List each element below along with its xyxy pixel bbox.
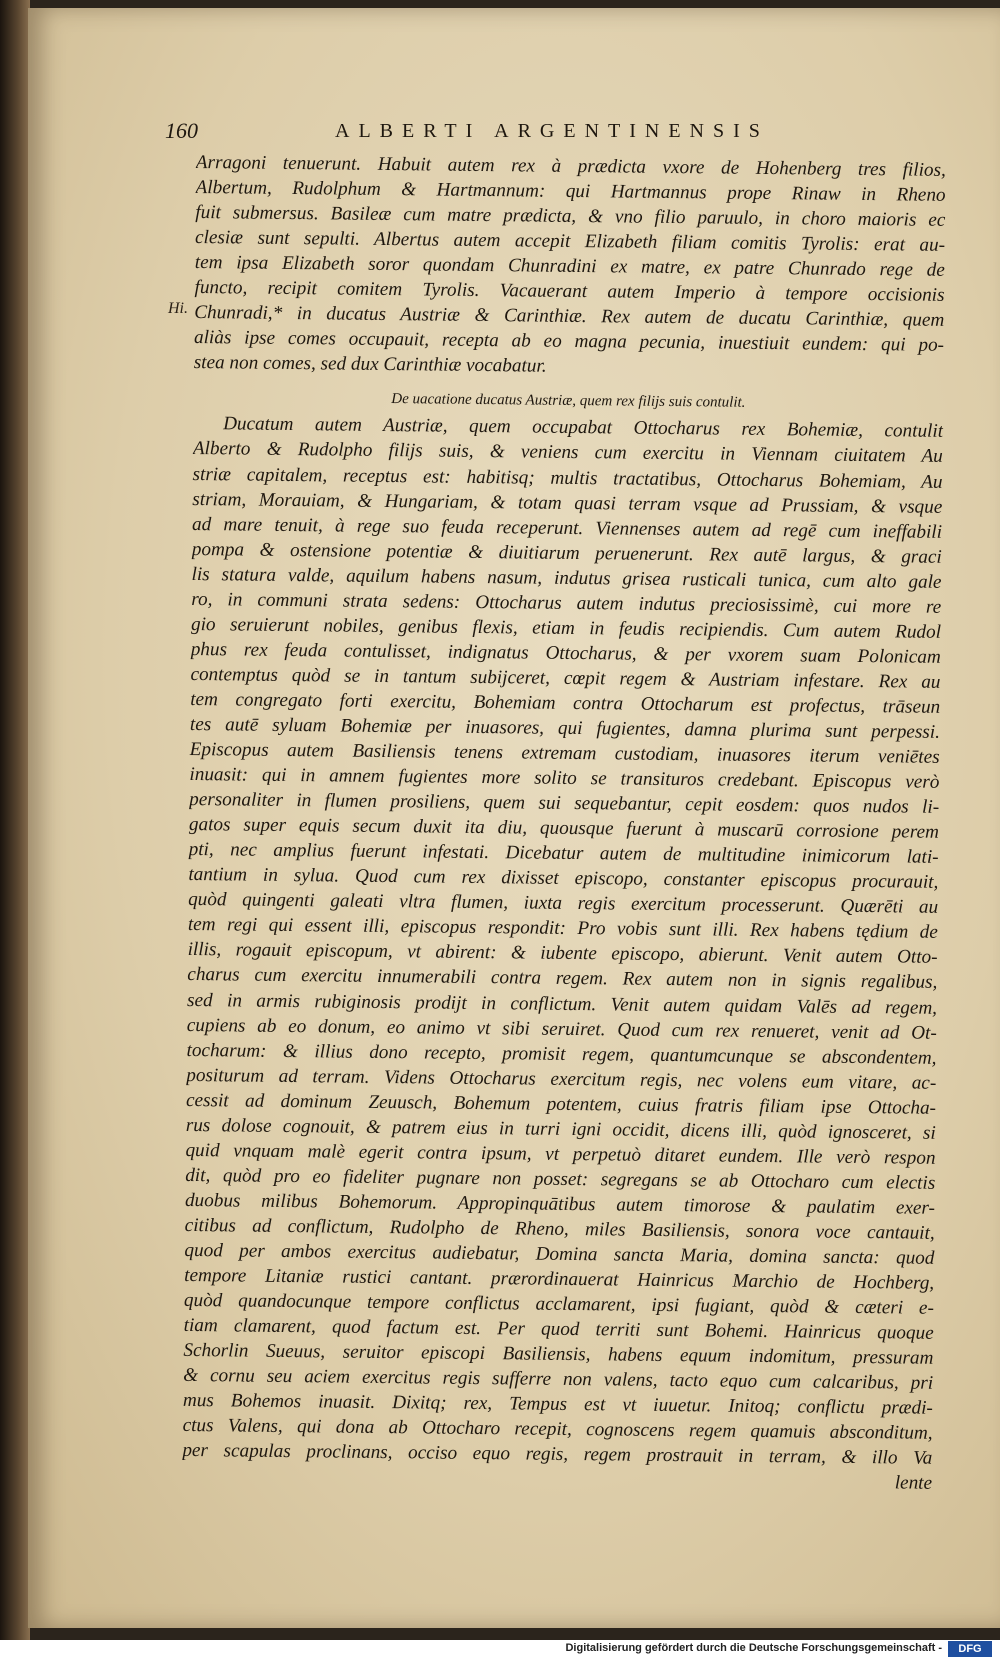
- text-line: aliàs ipse comes occupauit, recepta ab eo magna pecunia, inuestiuit eundem: qui po-: [193, 327, 945, 357]
- text-line: positurum ad terram. Videns Ottocharus exercitum regis, nec volens eum vitare, ac-: [186, 1064, 937, 1094]
- text-line: pompa & ostensione potentiæ & diuitiarum peruenerunt. Rex autē largus, & graci: [191, 538, 942, 568]
- text-line: pti, nec amplius fuerunt infestati. Dicebatur autem de multitudine inimicorum lati-: [188, 839, 939, 869]
- text-line: tocharum: & illius dono recepto, promisit regem, quantumcunque se abscondentem,: [186, 1039, 937, 1069]
- text-line: Albertum, Rudolphum & Hartmannum: qui Hartmannus prope Rinaw in Rheno: [195, 177, 946, 206]
- text-line: tempore Litaniæ rustici cantant. prærordinauerat Hainricus Marchio de Hochberg,: [184, 1264, 935, 1294]
- footer-credit: Digitalisierung gefördert durch die Deutsche Forschungsgemeinschaft -: [565, 1642, 942, 1654]
- text-line: lis statura valde, aquilum habens nasum, indutus grisea rusticali tunica, cum alto gale: [191, 563, 942, 593]
- text-line: mus Bohemos inuasit. Dixitq; rex, Tempus est vt iuuetur. Initoq; conflictu prædi-: [182, 1390, 933, 1420]
- paragraph-2: [182, 411, 943, 1471]
- text-line: tem congregato forti exercitu, Bohemiam contra Ottocharum est profectus, trāseun: [190, 688, 941, 718]
- text-line: gio seruierunt nobiles, genibus flexis, etiam in feudis recipiendis. Cum autem Rudol: [190, 613, 942, 643]
- text-line: quòd quandocunque tempore conflictus acclamarent, ipsi fugiant, quòd & cæteri e-: [183, 1290, 935, 1319]
- text-line: phus rex feuda contulisset, indignatus Ottocharus, & per vxorem suam Polonicam: [190, 638, 941, 668]
- section-heading: De uacatione ducatus Austriæ, quem rex filijs suis contulit.: [391, 391, 746, 412]
- text-line: ad mare tenuit, à rege suo feuda receperunt. Viennenses autem ad regē cum ineffabili: [191, 513, 943, 543]
- text-line: ro, in communi strata sedens: Ottocharus autem indutus preciosissimè, cui more re: [191, 588, 942, 618]
- page-number: 160: [165, 118, 198, 143]
- text-line: personaliter in flumen prosiliens, quem sui sequebantur, cepit eosdem: quos nudos li-: [189, 789, 940, 818]
- text-line: quid vnquam malè egerit contra ipsum, vt perpetuò ditaret eundem. Ille verò respon: [185, 1139, 936, 1169]
- text-line: Arragoni tenuerunt. Habuit autem rex à prædicta vxore de Hohenberg tres filios,: [195, 151, 946, 181]
- text-line: & cornu seu aciem exercitus regis sufferre non valens, tacto equo cum calcaribus, pri: [183, 1365, 934, 1394]
- text-line: cupiens ab eo donum, eo animo vt sibi seruiret. Quod cum rex renueret, venit ad Ot-: [186, 1014, 937, 1044]
- text-line: rus dolose cognouit, & patrem eius in turri igni occidit, dicens illi, quòd ignosceret, si: [185, 1114, 936, 1144]
- text-line: charus cum exercitu innumerabili contra regem. Rex autem non in signis regalibus,: [187, 964, 938, 994]
- text-line: per scapulas proclinans, occiso equo regis, regem prostrauit in terram, & illo Va: [182, 1440, 933, 1470]
- text-line: tes autē syluam Bohemiæ per inuasores, qui fugientes, damna plurima sunt perpessi.: [189, 713, 941, 743]
- catchword: lente: [894, 1472, 933, 1495]
- paragraph-1: [194, 150, 946, 383]
- text-line: tiam clamarent, quod factum est. Per quod territi sunt Bohemi. Hainricus quoque: [183, 1315, 934, 1344]
- text-line: Episcopus autem Basiliensis tenens extremam custodiam, inuasores iterum veniētes: [189, 738, 940, 768]
- text-line: sed in armis rubiginosis prodijt in conflictum. Venit autem quidam Valēs ad regem,: [186, 989, 938, 1019]
- running-title: ALBERTI ARGENTINENSIS: [335, 120, 769, 142]
- book-binding-edge: [0, 0, 30, 1661]
- text-line: duobus milibus Bohemorum. Appropinquātibus autem timorose & paulatim exer-: [184, 1189, 936, 1219]
- margin-note: Hi.: [168, 300, 188, 317]
- text-line: quòd quingenti galeati vltra flumen, iuxta regis exercitum processerunt. Quærēti au: [188, 889, 939, 919]
- text-line: functo, recipit comitem Tyrolis. Vacauerant autem Imperio à tempore occisionis: [194, 277, 945, 307]
- text-line: striæ capitalem, receptus est: habitisq; multis tractatibus, Ottocharus Bohemiam, Au: [192, 463, 943, 493]
- text-line: clesiæ sunt sepulti. Albertus autem accepit Elizabeth filiam comitis Tyrolis: erat au-: [194, 227, 946, 256]
- dfg-logo: DFG: [948, 1641, 992, 1657]
- text-line: tem regi qui essent illi, episcopus respondit: Pro vobis sunt illi. Rex habens tędium de: [187, 914, 938, 944]
- text-block: [182, 150, 946, 1496]
- page-header: [165, 118, 955, 148]
- text-line: quod per ambos exercitus audiebatur, Domina sancta Maria, domina sancta: quod: [184, 1239, 935, 1269]
- text-line: cessit ad dominum Zeuusch, Bohemum potentem, cuius fratris filiam ipse Ottocha-: [185, 1089, 937, 1119]
- text-line: striam, Morauiam, & Hungariam, & totam quasi terram vsque ad Prussiam, & vsque: [192, 488, 943, 518]
- text-line: citibus ad conflictum, Rudolpho de Rheno, miles Basiliensis, sonora voce cantauit,: [184, 1214, 935, 1244]
- text-line: dit, quòd pro eo fideliter pugnare non posset: segregans se ab Ottocharo cum electis: [185, 1164, 936, 1194]
- text-line: Chunradi,* in ducatus Austriæ & Carinthiæ. Rex autem de ducatu Carinthiæ, quem: [194, 302, 945, 332]
- text-line: ctus Valens, qui dona ab Ottocharo recepit, cognoscens regem quamuis absconditum,: [182, 1415, 933, 1445]
- text-line: tantium in sylua. Quod cum rex dixisset episcopo, constanter episcopus procurauit,: [188, 864, 939, 894]
- text-line: Alberto & Rudolpho filijs suis, & veniens cum exercitu in Viennam ciuitatem Au: [192, 438, 943, 468]
- text-line: gatos super equis secum duxit ita diu, quousque fuerunt à muscarū corrosione perem: [188, 814, 940, 843]
- text-line: fuit submersus. Basileæ cum matre prædicta, & vno filio paruulo, in choro maioris ec: [195, 202, 946, 231]
- text-line: tem ipsa Elizabeth soror quondam Chunradini ex matre, ex patre Chunrado rege de: [194, 252, 945, 282]
- text-line: Schorlin Sueuus, seruitor episcopi Basiliensis, habens equum indomitum, pressuram: [183, 1340, 934, 1369]
- text-line: stea non comes, sed dux Carinthiæ vocabatur.: [193, 352, 547, 378]
- text-line: contemptus quòd se in tantum subijceret, cœpit regem & Austriam infestare. Rex au: [190, 663, 941, 693]
- text-line: illis, rogauit episcopum, vt abirent: & iubente episcopo, abierunt. Venit autem Otto-: [187, 939, 938, 969]
- text-line: inuasit: qui in amnem fugientes more solito se transituros credebant. Episcopus verò: [189, 764, 940, 793]
- text-line: Ducatum autem Austriæ, quem occupabat Ottocharus rex Bohemiæ, contulit: [223, 413, 944, 443]
